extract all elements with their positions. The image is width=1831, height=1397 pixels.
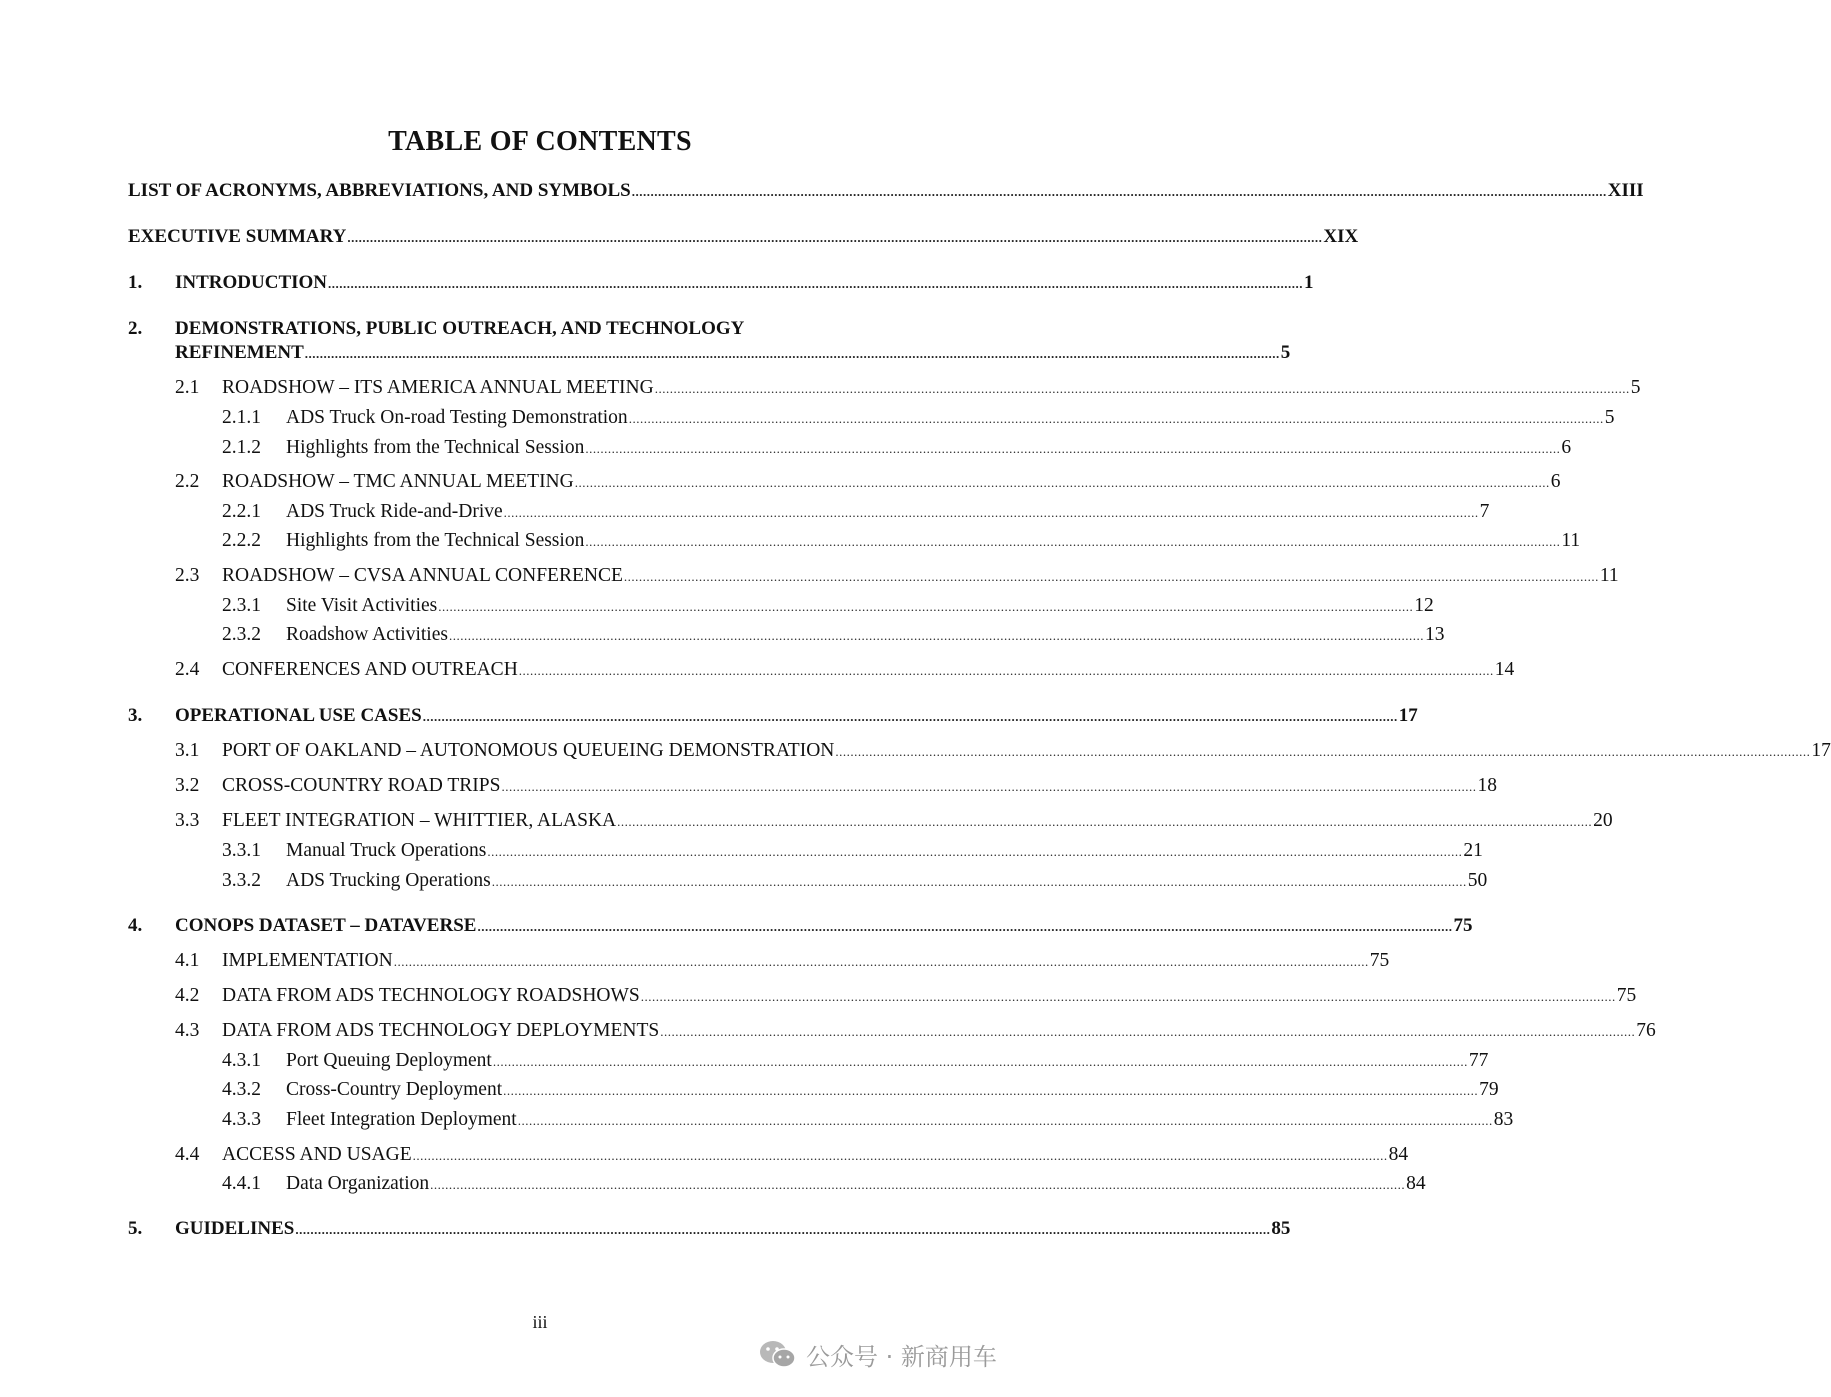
toc-page-number: 75 bbox=[1369, 950, 1390, 971]
toc-leader: .................................................................................................................................................................................................................................................................... bbox=[585, 534, 1561, 549]
toc-leader: .................................................................................................................................................................................................................................................................... bbox=[422, 709, 1398, 724]
toc-page-number: 50 bbox=[1467, 870, 1488, 891]
toc-entry-text: ADS Truck Ride-and-Drive bbox=[286, 501, 503, 522]
toc-leader: .................................................................................................................................................................................................................................................................... bbox=[438, 599, 1414, 614]
toc-entry-3-3[interactable] bbox=[175, 810, 1613, 836]
toc-section-number: 4.3.3 bbox=[222, 1109, 261, 1130]
toc-section-number: 1. bbox=[128, 272, 143, 293]
toc-entry-text: CONOPS DATASET – DATAVERSE bbox=[175, 915, 477, 936]
toc-entry-text: Highlights from the Technical Session bbox=[286, 437, 585, 458]
toc-leader: .................................................................................................................................................................................................................................................................... bbox=[347, 230, 1323, 245]
toc-section-number: 2.4 bbox=[175, 659, 200, 680]
toc-page-number: 84 bbox=[1388, 1144, 1409, 1165]
toc-entry-3-3-2[interactable] bbox=[222, 870, 1488, 896]
toc-page-number: 75 bbox=[1453, 915, 1473, 936]
toc-page-number: XIII bbox=[1607, 180, 1644, 201]
watermark bbox=[758, 1337, 997, 1371]
toc-leader: .................................................................................................................................................................................................................................................................... bbox=[295, 1222, 1271, 1237]
toc-page-number: 11 bbox=[1561, 530, 1581, 551]
toc-leader: .................................................................................................................................................................................................................................................................... bbox=[617, 814, 1593, 829]
toc-entry-3[interactable] bbox=[128, 705, 1418, 731]
toc-entry-text: ROADSHOW – ITS AMERICA ANNUAL MEETING bbox=[222, 377, 654, 398]
toc-leader: .................................................................................................................................................................................................................................................................... bbox=[430, 1177, 1406, 1192]
toc-section-number: 2.2.1 bbox=[222, 501, 261, 522]
toc-section-number: 4.4.1 bbox=[222, 1173, 261, 1194]
toc-section-number: 3. bbox=[128, 705, 143, 726]
toc-page-number: 17 bbox=[1811, 740, 1831, 761]
watermark-text: 公众号 · 新商用车 bbox=[806, 1342, 997, 1371]
toc-page-number: 14 bbox=[1494, 659, 1515, 680]
toc-page-number: 79 bbox=[1479, 1079, 1499, 1100]
toc-entry-2-4[interactable] bbox=[175, 659, 1515, 685]
toc-leader: .................................................................................................................................................................................................................................................................... bbox=[628, 411, 1604, 426]
toc-leader: .................................................................................................................................................................................................................................................................... bbox=[623, 569, 1599, 584]
toc-page-number: 75 bbox=[1616, 985, 1637, 1006]
toc-entry-text: ACCESS AND USAGE bbox=[222, 1144, 412, 1165]
toc-entry-acronyms[interactable] bbox=[128, 180, 1644, 206]
toc-leader: .................................................................................................................................................................................................................................................................... bbox=[412, 1148, 1388, 1163]
toc-section-number: 3.3 bbox=[175, 810, 200, 831]
toc-section-number: 2.1 bbox=[175, 377, 200, 398]
toc-section-number: 4.4 bbox=[175, 1144, 200, 1165]
toc-entry-text: REFINEMENT bbox=[175, 342, 304, 363]
toc-entry-2-3-1[interactable] bbox=[222, 595, 1434, 621]
toc-entry-2-3[interactable] bbox=[175, 565, 1619, 591]
toc-entry-4-2[interactable] bbox=[175, 985, 1637, 1011]
toc-page-number: 11 bbox=[1599, 565, 1619, 586]
page-number-footer: iii bbox=[532, 1312, 548, 1332]
toc-page-number: 85 bbox=[1271, 1218, 1291, 1239]
toc-page-number: 18 bbox=[1477, 775, 1497, 796]
page-title: TABLE OF CONTENTS bbox=[388, 126, 692, 157]
toc-entry-text: CONFERENCES AND OUTREACH bbox=[222, 659, 518, 680]
toc-section-number: 5. bbox=[128, 1218, 143, 1239]
toc-section-number: 3.1 bbox=[175, 740, 200, 761]
toc-section-number: 4.1 bbox=[175, 950, 200, 971]
toc-leader: .................................................................................................................................................................................................................................................................... bbox=[660, 1024, 1636, 1039]
toc-entry-text: EXECUTIVE SUMMARY bbox=[128, 226, 347, 247]
toc-leader: .................................................................................................................................................................................................................................................................... bbox=[631, 184, 1607, 199]
toc-entry-3-2[interactable] bbox=[175, 775, 1497, 801]
toc-page-number: 12 bbox=[1414, 595, 1434, 616]
toc-section-number: 3.3.2 bbox=[222, 870, 261, 891]
toc-page-number: 13 bbox=[1424, 624, 1445, 645]
toc-entry-2-2-1[interactable] bbox=[222, 501, 1490, 527]
toc-page-number: 76 bbox=[1636, 1020, 1656, 1041]
toc-entry-4-1[interactable] bbox=[175, 950, 1390, 976]
toc-entry-text: Cross-Country Deployment bbox=[286, 1079, 503, 1100]
toc-page-number: 5 bbox=[1630, 377, 1641, 398]
toc-section-number: 2.1.2 bbox=[222, 437, 261, 458]
toc-entry-text: FLEET INTEGRATION – WHITTIER, ALASKA bbox=[222, 810, 617, 831]
toc-entry-2[interactable] bbox=[175, 342, 1291, 368]
toc-entry-4-3-2[interactable] bbox=[222, 1079, 1499, 1105]
toc-entry-4-3-1[interactable] bbox=[222, 1050, 1489, 1076]
toc-section-number: 3.2 bbox=[175, 775, 200, 796]
toc-page-number: 83 bbox=[1493, 1109, 1514, 1130]
toc-section-number: 3.3.1 bbox=[222, 840, 261, 861]
toc-entry-1[interactable] bbox=[128, 272, 1314, 298]
toc-entry-2-3-2[interactable] bbox=[222, 624, 1445, 650]
toc-section-number: 2.3.1 bbox=[222, 595, 261, 616]
toc-entry-text: Highlights from the Technical Session bbox=[286, 530, 585, 551]
toc-entry-text: DATA FROM ADS TECHNOLOGY DEPLOYMENTS bbox=[222, 1020, 660, 1041]
toc-page-number: 17 bbox=[1398, 705, 1418, 726]
toc-page-number: 1 bbox=[1304, 272, 1314, 293]
toc-entry-text: OPERATIONAL USE CASES bbox=[175, 705, 422, 726]
toc-entry-text: INTRODUCTION bbox=[175, 272, 328, 293]
toc-leader: .................................................................................................................................................................................................................................................................... bbox=[477, 919, 1453, 934]
toc-leader: .................................................................................................................................................................................................................................................................... bbox=[654, 381, 1630, 396]
toc-section-number: 4. bbox=[128, 915, 143, 936]
toc-entry-2-1-1[interactable] bbox=[222, 407, 1615, 433]
toc-entry-3-3-1[interactable] bbox=[222, 840, 1483, 866]
toc-leader: .................................................................................................................................................................................................................................................................... bbox=[503, 505, 1479, 520]
toc-entry-2-2-2[interactable] bbox=[222, 530, 1581, 556]
toc-page-number: XIX bbox=[1323, 226, 1359, 247]
toc-entry-text: CROSS-COUNTRY ROAD TRIPS bbox=[222, 775, 501, 796]
toc-page-number: 5 bbox=[1280, 342, 1291, 363]
toc-entry-2-2[interactable] bbox=[175, 471, 1561, 497]
toc-entry-text: Port Queuing Deployment bbox=[286, 1050, 492, 1071]
toc-entry-text: ADS Truck On-road Testing Demonstration bbox=[286, 407, 628, 428]
toc-leader: .................................................................................................................................................................................................................................................................... bbox=[487, 844, 1463, 859]
toc-leader: .................................................................................................................................................................................................................................................................... bbox=[393, 954, 1369, 969]
toc-leader: .................................................................................................................................................................................................................................................................... bbox=[304, 346, 1280, 361]
toc-entry-text: GUIDELINES bbox=[175, 1218, 295, 1239]
toc-entry-2-line1[interactable]: DEMONSTRATIONS, PUBLIC OUTREACH, AND TECHNOLOGY bbox=[175, 318, 745, 339]
toc-leader: .................................................................................................................................................................................................................................................................... bbox=[518, 663, 1494, 678]
toc-page-number: 6 bbox=[1561, 437, 1572, 458]
toc-entry-text: Data Organization bbox=[286, 1173, 430, 1194]
toc-entry-text: Site Visit Activities bbox=[286, 595, 438, 616]
toc-entry-text: LIST OF ACRONYMS, ABBREVIATIONS, AND SYMBOLS bbox=[128, 180, 631, 201]
toc-entry-4-3[interactable] bbox=[175, 1020, 1656, 1046]
toc-section-number: 4.2 bbox=[175, 985, 200, 1006]
toc-page-number: 6 bbox=[1550, 471, 1561, 492]
toc-leader: .................................................................................................................................................................................................................................................................... bbox=[835, 744, 1811, 759]
toc-section-number: 2.1.1 bbox=[222, 407, 261, 428]
toc-leader: .................................................................................................................................................................................................................................................................... bbox=[574, 475, 1550, 490]
toc-entry-3-1[interactable] bbox=[175, 740, 1831, 766]
toc-page-number: 77 bbox=[1468, 1050, 1489, 1071]
toc-entry-4-3-3[interactable] bbox=[222, 1109, 1514, 1135]
toc-leader: .................................................................................................................................................................................................................................................................... bbox=[328, 276, 1304, 291]
toc-section-number: 4.3 bbox=[175, 1020, 200, 1041]
toc-entry-2-1-2[interactable] bbox=[222, 437, 1572, 463]
toc-entry-text: Roadshow Activities bbox=[286, 624, 448, 645]
toc-section-number: 2.3.2 bbox=[222, 624, 261, 645]
toc-section-number: 2.2 bbox=[175, 471, 200, 492]
toc-section-number: 2. bbox=[128, 318, 143, 339]
toc-entry-5[interactable] bbox=[128, 1218, 1291, 1244]
toc-entry-text: DATA FROM ADS TECHNOLOGY ROADSHOWS bbox=[222, 985, 640, 1006]
toc-entry-text: PORT OF OAKLAND – AUTONOMOUS QUEUEING DEMONSTRATION bbox=[222, 740, 835, 761]
toc-section-number: 4.3.2 bbox=[222, 1079, 261, 1100]
toc-leader: .................................................................................................................................................................................................................................................................... bbox=[640, 989, 1616, 1004]
toc-page-number: 84 bbox=[1406, 1173, 1426, 1194]
toc-leader: .................................................................................................................................................................................................................................................................... bbox=[491, 874, 1467, 889]
toc-section-number: 4.3.1 bbox=[222, 1050, 261, 1071]
toc-entry-text: Fleet Integration Deployment bbox=[286, 1109, 517, 1130]
toc-section-number: 2.3 bbox=[175, 565, 200, 586]
toc-page-number: 7 bbox=[1479, 501, 1490, 522]
toc-entry-4[interactable] bbox=[128, 915, 1473, 941]
toc-entry-4-4-1[interactable] bbox=[222, 1173, 1426, 1199]
toc-leader: .................................................................................................................................................................................................................................................................... bbox=[448, 628, 1424, 643]
toc-entry-4-4[interactable] bbox=[175, 1144, 1409, 1170]
toc-entry-text: ROADSHOW – TMC ANNUAL MEETING bbox=[222, 471, 574, 492]
toc-entry-text: Manual Truck Operations bbox=[286, 840, 487, 861]
toc-entry-text: ADS Trucking Operations bbox=[286, 870, 491, 891]
toc-leader: .................................................................................................................................................................................................................................................................... bbox=[492, 1054, 1468, 1069]
toc-entry-text: ROADSHOW – CVSA ANNUAL CONFERENCE bbox=[222, 565, 623, 586]
toc-leader: .................................................................................................................................................................................................................................................................... bbox=[585, 441, 1561, 456]
toc-page-number: 21 bbox=[1463, 840, 1483, 861]
wechat-icon bbox=[758, 1339, 798, 1369]
toc-entry-executive-summary[interactable] bbox=[128, 226, 1359, 252]
toc-leader: .................................................................................................................................................................................................................................................................... bbox=[503, 1083, 1479, 1098]
toc-entry-text: IMPLEMENTATION bbox=[222, 950, 393, 971]
toc-entry-2-1[interactable] bbox=[175, 377, 1641, 403]
toc-page-number: 20 bbox=[1593, 810, 1613, 831]
toc-section-number: 2.2.2 bbox=[222, 530, 261, 551]
toc-page-number: 5 bbox=[1604, 407, 1615, 428]
toc-leader: .................................................................................................................................................................................................................................................................... bbox=[501, 779, 1477, 794]
toc-leader: .................................................................................................................................................................................................................................................................... bbox=[517, 1113, 1493, 1128]
